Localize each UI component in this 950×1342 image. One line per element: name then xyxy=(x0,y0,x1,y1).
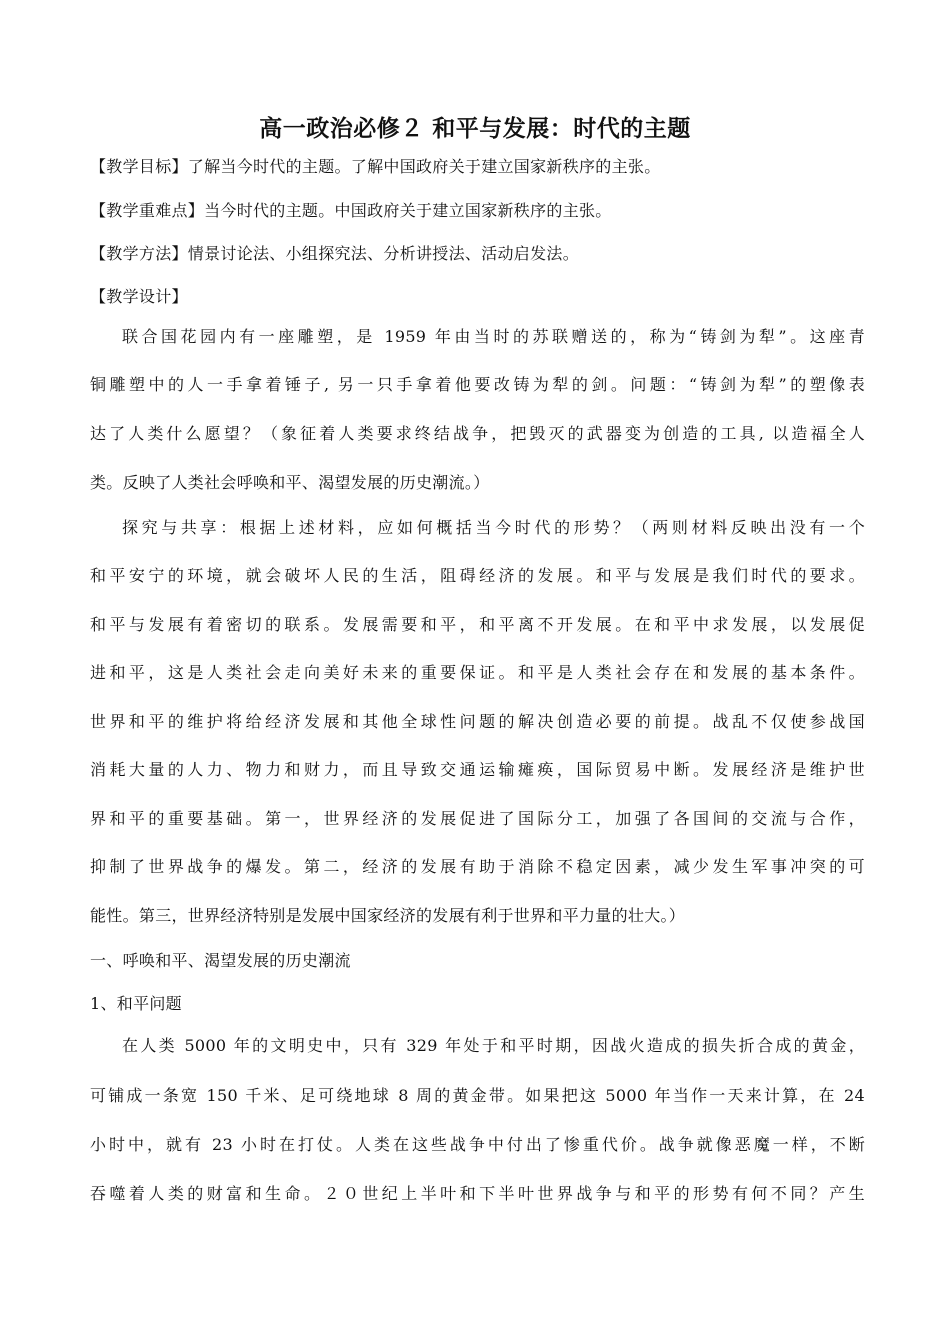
paragraph-line: 铜雕塑中的人一手拿着锤子, 另一只手拿着他要改铸为犁的剑。问题：“铸剑为犁”的塑像表 xyxy=(90,375,865,394)
paragraph-line: 类。反映了人类社会呼唤和平、渴望发展的历史潮流。） xyxy=(90,473,490,492)
paragraph-line: 在人类 5000 年的文明史中，只有 329 年处于和平时期，因战火造成的损失折合成的黄金， xyxy=(122,1036,865,1055)
paragraph-line: 和平安宁的环境，就会破坏人民的生活，阻碍经济的发展。和平与发展是我们时代的要求。 xyxy=(90,566,865,585)
paragraph-line: 联合国花园内有一座雕塑，是 1959 年由当时的苏联赠送的，称为“铸剑为犁”。这座青 xyxy=(122,327,865,346)
paragraph-line: 界和平的重要基础。第一，世界经济的发展促进了国际分工，加强了各国间的交流与合作， xyxy=(90,809,865,828)
teaching-methods: 【教学方法】情景讨论法、小组探究法、分析讲授法、活动启发法。 xyxy=(90,244,580,263)
paragraph-line: 世界和平的维护将给经济发展和其他全球性问题的解决创造必要的前提。战乱不仅使参战国 xyxy=(90,712,865,731)
section-heading: 一、呼唤和平、渴望发展的历史潮流 xyxy=(90,951,351,970)
paragraph-line: 可铺成一条宽 150 千米、足可绕地球 8 周的黄金带。如果把这 5000 年当作一天来计算，在 24 xyxy=(90,1086,865,1105)
paragraph-line: 达了人类什么愿望？（象征着人类要求终结战争，把毁灭的武器变为创造的工具, 以造福全人 xyxy=(90,424,865,443)
subsection-heading: 1、和平问题 xyxy=(90,994,182,1013)
teaching-design-heading: 【教学设计】 xyxy=(90,287,188,306)
paragraph-line: 进和平，这是人类社会走向美好未来的重要保证。和平是人类社会存在和发展的基本条件。 xyxy=(90,663,865,682)
paragraph-line: 和平与发展有着密切的联系。发展需要和平，和平离不开发展。在和平中求发展，以发展促 xyxy=(90,615,865,634)
teaching-key-points: 【教学重难点】当今时代的主题。中国政府关于建立国家新秩序的主张。 xyxy=(90,201,612,220)
paragraph-line: 抑制了世界战争的爆发。第二，经济的发展有助于消除不稳定因素，减少发生军事冲突的可 xyxy=(90,857,865,876)
paragraph-line: 探究与共享：根据上述材料，应如何概括当今时代的形势？（两则材料反映出没有一个 xyxy=(122,518,865,537)
paragraph-line: 小时中，就有 23 小时在打仗。人类在这些战争中付出了惨重代价。战争就像恶魔一样，不断 xyxy=(90,1135,865,1154)
paragraph-line: 吞噬着人类的财富和生命。２０世纪上半叶和下半叶世界战争与和平的形势有何不同？产生 xyxy=(90,1184,865,1203)
paragraph-line: 消耗大量的人力、物力和财力，而且导致交通运输瘫痪，国际贸易中断。发展经济是维护世 xyxy=(90,760,865,779)
document-title: 高一政治必修２ 和平与发展：时代的主题 xyxy=(259,115,691,142)
teaching-objectives: 【教学目标】了解当今时代的主题。了解中国政府关于建立国家新秩序的主张。 xyxy=(90,157,661,176)
paragraph-line: 能性。第三，世界经济特别是发展中国家经济的发展有利于世界和平力量的壮大。） xyxy=(90,906,686,925)
